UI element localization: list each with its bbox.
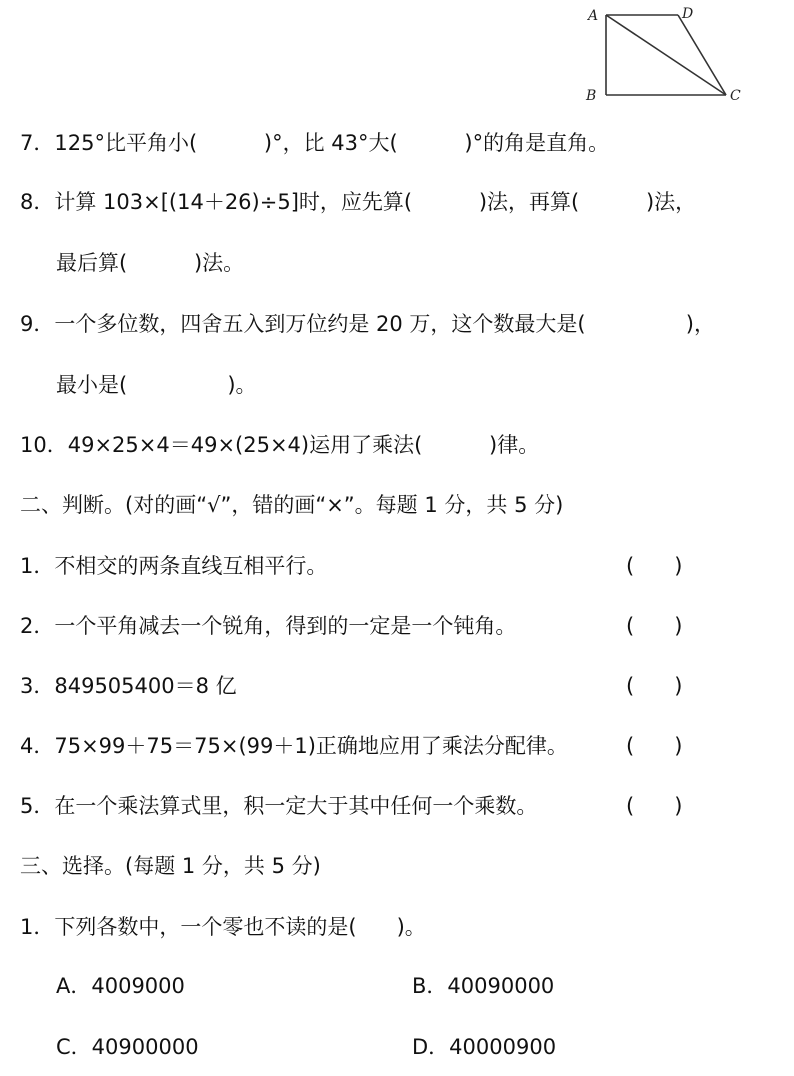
question-9-line-1: 9．一个多位数，四舍五入到万位约是 20 万，这个数最大是( )，	[20, 312, 715, 336]
label-c: C	[730, 88, 741, 104]
label-b: B	[586, 88, 597, 104]
question-9-line-2: 最小是( )。	[56, 373, 257, 397]
question-10: 10．49×25×4＝49×(25×4)运用了乘法( )律。	[20, 433, 540, 457]
judge-answer-2: ( )	[626, 614, 683, 638]
trapezoid-figure	[578, 0, 758, 110]
judge-item-5: 5．在一个乘法算式里，积一定大于其中任何一个乘数。	[20, 794, 538, 818]
question-7: 7．125°比平角小( )°，比 43°大( )°的角是直角。	[20, 131, 610, 155]
judge-answer-1: ( )	[626, 554, 683, 578]
option-c: C．40900000	[56, 1035, 199, 1059]
label-a: A	[588, 8, 599, 24]
judge-answer-5: ( )	[626, 794, 683, 818]
judge-answer-4: ( )	[626, 734, 683, 758]
judge-item-4: 4．75×99＋75＝75×(99＋1)正确地应用了乘法分配律。	[20, 734, 568, 758]
question-8-line-2: 最后算( )法。	[56, 251, 245, 275]
judge-item-3: 3．849505400＝8 亿	[20, 674, 237, 698]
diagonal-ac	[606, 15, 726, 95]
option-d: D．40000900	[412, 1035, 557, 1059]
trapezoid-diagram	[578, 0, 758, 110]
question-8-line-1: 8．计算 103×[(14＋26)÷5]时，应先算( )法，再算( )法，	[20, 190, 697, 214]
choice-question-1: 1．下列各数中，一个零也不读的是( )。	[20, 915, 426, 939]
section-2-heading: 二、判断。(对的画“√”，错的画“×”。每题 1 分，共 5 分)	[20, 493, 564, 517]
judge-item-1: 1．不相交的两条直线互相平行。	[20, 554, 328, 578]
option-a: A．4009000	[56, 974, 185, 998]
option-b: B．40090000	[412, 974, 555, 998]
judge-item-2: 2．一个平角减去一个锐角，得到的一定是一个钝角。	[20, 614, 517, 638]
edge-dc	[678, 15, 726, 95]
judge-answer-3: ( )	[626, 674, 683, 698]
label-d: D	[682, 6, 694, 22]
section-3-heading: 三、选择。(每题 1 分，共 5 分)	[20, 854, 321, 878]
